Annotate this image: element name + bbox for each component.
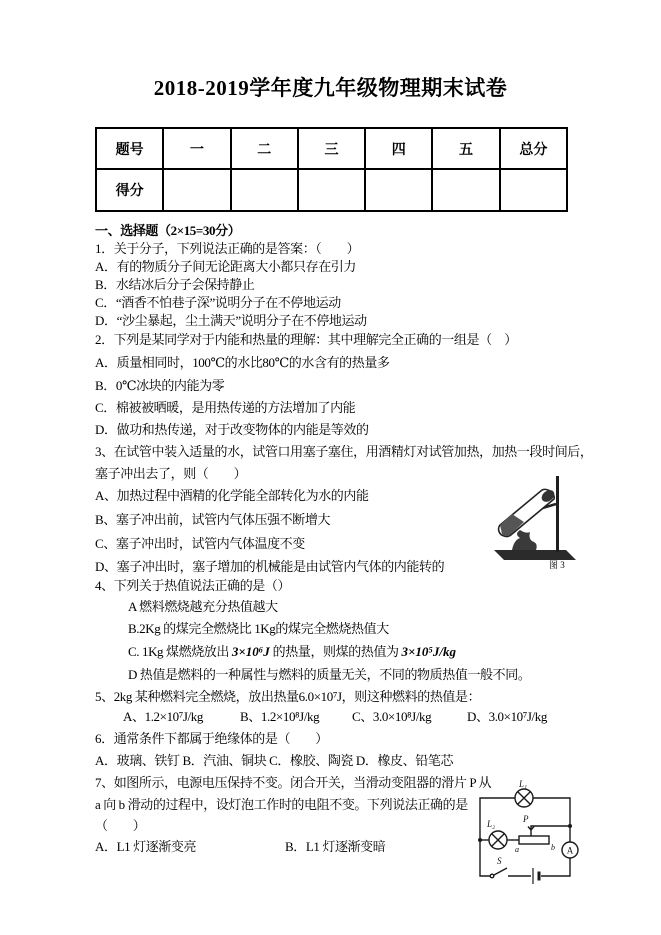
q5-option-c: C、3.0×10⁸J/kg xyxy=(352,709,432,724)
figure3-caption: 图 3 xyxy=(549,560,565,570)
q7-option-a: A．L1 灯逐渐变亮 xyxy=(95,839,197,854)
q2-option-b: B．0℃冰块的内能为零 xyxy=(95,378,225,393)
circuit-diagram xyxy=(474,780,580,888)
score-table-header-cell: 总分 xyxy=(500,128,567,169)
q4-stem: 4、下列关于热值说法正确的是（） xyxy=(95,578,291,593)
score-table-header-cell: 三 xyxy=(298,128,365,169)
score-empty-cell xyxy=(432,169,499,211)
q5-option-d: D、3.0×10⁷J/kg xyxy=(467,709,547,724)
score-empty-cell xyxy=(365,169,432,211)
q4c-heat-value: 3×10⁶J xyxy=(231,644,270,659)
q4c-calorific-value: 3×10⁵J/kg xyxy=(401,644,457,659)
q2-option-d: D．做功和热传递，对于改变物体的内能是等效的 xyxy=(95,422,369,437)
stand-rod xyxy=(556,476,559,552)
burner xyxy=(512,530,537,550)
section-heading: 一、选择题（2×15=30分） xyxy=(95,223,241,238)
q3-stem-line2: 塞子冲出去了，则（ ） xyxy=(95,466,247,481)
score-empty-cell xyxy=(231,169,298,211)
score-table xyxy=(95,127,568,212)
page-title: 2018-2019学年度九年级物理期末试卷 xyxy=(153,76,508,100)
q3-option-a: A、加热过程中酒精的化学能全部转化为水的内能 xyxy=(95,488,369,503)
q7-stem-line3: （ ） xyxy=(95,818,146,833)
score-table-header-row xyxy=(96,128,567,169)
q6-options-row: A．玻璃、铁钉 B．汽油、铜块 C．橡胶、陶瓷 D．橡皮、铅笔芯 xyxy=(95,753,454,768)
terminal-b-label: b xyxy=(551,843,555,852)
q7-option-b: B．L1 灯逐渐变暗 xyxy=(285,839,386,854)
q3-stem-line1: 3、在试管中装入适量的水，试管口用塞子塞住，用酒精灯对试管加热，加热一段时间后， xyxy=(95,444,593,459)
q5-stem: 5、2kg 某种燃料完全燃烧，放出热量6.0×10⁷J，则这种燃料的热值是： xyxy=(95,689,481,704)
q4-option-b: B.2Kg 的煤完全燃烧比 1Kg的煤完全燃烧热值大 xyxy=(128,621,389,636)
score-table-header-cell: 一 xyxy=(163,128,230,169)
score-table-header-cell: 题号 xyxy=(96,128,163,169)
q4c-text: 的热量，则煤的热值为 xyxy=(269,644,402,659)
lamp2-label: L₂ xyxy=(487,819,496,829)
score-table-header-cell: 二 xyxy=(231,128,298,169)
q7-stem-line1: 7、如图所示，电源电压保持不变。闭合开关，当滑动变阻器的滑片 P 从 xyxy=(95,775,492,790)
lamp1-label: L₁ xyxy=(519,780,528,789)
q1-option-a: A．有的物质分子间无论距离大小都只存在引力 xyxy=(95,259,356,274)
score-empty-cell xyxy=(298,169,365,211)
terminal-a-label: a xyxy=(515,845,519,854)
junction-dot xyxy=(568,824,572,828)
ammeter-label: A xyxy=(566,845,574,856)
q4-option-c xyxy=(95,643,456,661)
q3-option-b: B、塞子冲出前，试管内气体压强不断增大 xyxy=(95,512,331,527)
q2-option-c: C．棉被被晒暖，是用热传递的方法增加了内能 xyxy=(95,400,356,415)
q2-stem: 2．下列是某同学对于内能和热量的理解：其中理解完全正确的一组是（ ） xyxy=(95,332,517,347)
score-table-header-cell: 四 xyxy=(365,128,432,169)
q5-option-a: A、1.2×10⁷J/kg xyxy=(123,709,203,724)
q7-stem-line2: a 向 b 滑动的过程中，设灯泡工作时的电阻不变。下列说法正确的是 xyxy=(95,797,468,812)
q4c-text: C. 1Kg 煤燃烧放出 xyxy=(128,644,232,659)
score-empty-cell xyxy=(500,169,567,211)
q1-option-d: D．“沙尘暴起，尘土满天”说明分子在不停地运动 xyxy=(95,313,367,328)
q4-option-d: D 热值是燃料的一种属性与燃料的质量无关，不同的物质热值一般不同。 xyxy=(128,667,531,682)
slider-label: P xyxy=(523,814,529,824)
q1-option-c: C．“酒香不怕巷子深”说明分子在不停地运动 xyxy=(95,295,341,310)
q1-option-b: B．水结冰后分子会保持静止 xyxy=(95,277,255,292)
q3-option-c: C、塞子冲出时，试管内气体温度不变 xyxy=(95,536,305,551)
junction-dot xyxy=(478,838,482,842)
score-empty-cell xyxy=(163,169,230,211)
switch-label: S xyxy=(497,856,502,866)
q5-option-b: B、1.2×10⁸J/kg xyxy=(240,709,320,724)
test-tube xyxy=(499,488,557,537)
test-tube-figure xyxy=(490,474,580,562)
score-table-score-row xyxy=(96,169,567,211)
score-label-cell: 得分 xyxy=(96,169,163,211)
score-table-header-cell: 五 xyxy=(432,128,499,169)
q2-option-a: A．质量相同时，100℃的水比80℃的水含有的热量多 xyxy=(95,355,390,370)
q3-option-d: D、塞子冲出时，塞子增加的机械能是由试管内气体的内能转的 xyxy=(95,559,445,574)
q1-stem: 1．关于分子，下列说法正确的是答案：（ ） xyxy=(95,241,360,256)
q4-option-a: A 燃料燃烧越充分热值越大 xyxy=(128,599,278,614)
q6-stem: 6．通常条件下都属于绝缘体的是（ ） xyxy=(95,731,328,746)
